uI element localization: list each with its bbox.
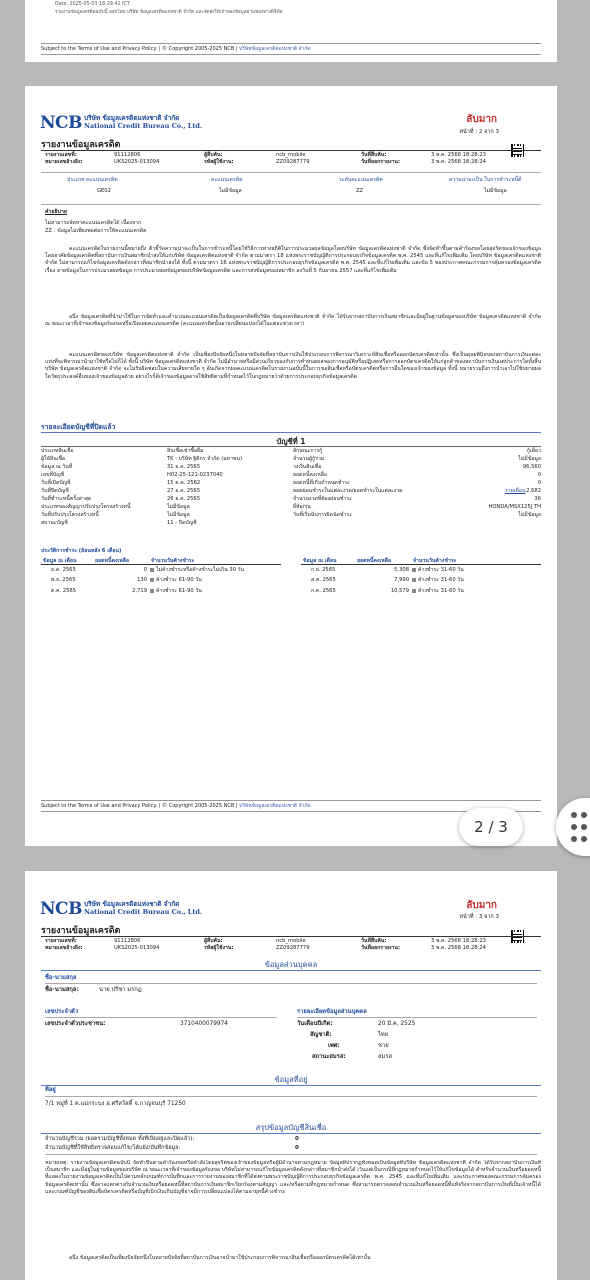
status-square-icon xyxy=(412,568,416,572)
field-value: HONDA/MSX125J TH xyxy=(488,504,541,510)
history-status xyxy=(150,588,202,595)
status-square-icon xyxy=(412,589,416,593)
sex: ชาย xyxy=(378,1043,389,1049)
id-number: 3710400079974 xyxy=(180,1021,228,1027)
grid-menu-button[interactable] xyxy=(556,798,590,856)
page-number: หน้าที่ : 2 จาก 3 xyxy=(459,129,499,135)
explanation-line-2: ZZ : ข้อมูลไม่เพียงพอต่อการให้คะแนนเครดิต xyxy=(45,228,147,234)
field-label: วันที่ปรับปรุงโครงสร้างหนี้ xyxy=(41,512,99,518)
history-header: ยอดหนี้คงเหลือ xyxy=(95,558,129,564)
history-header: จำนวนวันค้างชำระ xyxy=(413,558,457,564)
disputed-accounts-label: จำนวนบัญชีที่ใช้สิทธิตรวจสอบแก้ไข/โต้แย้ง/บันทึกข้อมูล: xyxy=(45,1145,181,1151)
score-level-header: ระดับคะแนนเครดิต xyxy=(339,177,383,183)
requester-label: ผู้สืบค้น: xyxy=(204,152,223,158)
field-label: วันที่เปิดบัญชี xyxy=(41,480,71,486)
divider xyxy=(41,936,541,937)
history-header: ยอดหนี้คงเหลือ xyxy=(357,558,391,564)
report-no-label: รายงานเลขที่: xyxy=(45,152,77,158)
field-label: จำนวนผู้กู้ร่วม xyxy=(293,456,325,462)
credit-score-table xyxy=(41,177,541,197)
marital-label: สถานะสมรส: xyxy=(312,1054,346,1060)
report-no: 91112806 xyxy=(114,938,141,944)
history-status xyxy=(412,577,464,584)
full-name: นาย ปรีชา มรกฎ xyxy=(99,987,142,993)
history-balance: 130 xyxy=(137,577,147,583)
report-title: รายงานข้อมูลเครดิต xyxy=(41,926,121,936)
footer-text: Subject to the Terms of Use and Privacy Policy. | © Copyright 2005-2025 NCB | xyxy=(41,803,238,809)
field-value: สินเชื่อเช่าซื้อยืม xyxy=(167,448,204,454)
field-label: ประเภทสินเชื่อ xyxy=(41,448,74,454)
account-number: บัญชีที่ 1 xyxy=(276,437,306,446)
report-note: หมายเหตุ: รายงานข้อมูลเครดิตฉบับนี้ จัดทำขึ้นตามคำร้องขอหรือคำสั่งโดยสุจริตของเจ้าของข้อมูลหรือผู้มีอำนาจตามกฎหมาย ข้อมูลที่ปรากฏทั้งหมดเป็นข้อมูลที่บริษัท ข้อมูลเครดิตแห่งชาติ จำกัด ได้รับจากสถาบันการเงินที่เป็นสมาชิก และมีอยู่ในฐานข้อมูลของบริษัท ณ ขณะเวลาที่เจ้าของข้อมูลร้องขอ บริษัทไม่สามารถแก้ไขข้อมูลเครดิตดังกล่าวที่สมาชิกนำส่งได้ เว้นแต่เป็นกรณีที่กฎหมายกำหนดไว้ให้แก้ไขข้อมูลได้ สำหรับจำนวนเงินหรือยอดหนี้ที่แสดงในรายงานข้อมูลเครดิตเป็นไปตามหลักเกณฑ์การบันทึกและการรายงานของสมาชิกที่ได้ส่งตามพระราชบัญญัติการประกอบธุรกิจข้อมูลเครดิต พ.ศ. 2545 และที่แก้ไขเพิ่มเติม และประกาศของคณะกรรมการคุ้มครองข้อมูลเครดิตเท่านั้น ซึ่งอาจแตกต่างกับจำนวนเงินหรือยอดหนี้ที่สถาบันการเงินสมาชิกเรียกร้องตามสัญญา และ/หรือตามที่กฎหมายกำหนด ซึ่งสามารถตรวจสอบจำนวนเงินหรือยอดหนี้ที่แท้จริงจากสถาบันการเงินที่เป็นเจ้าหนี้ได้ และเกณฑ์บัญชีของสินเชื่อบัตรเครดิตหรือบัญชีเบิกเงินเกินบัญชีอาจมีการเปลี่ยนแปลงได้ตามอายุหนี้ค้างชำระ xyxy=(45,1160,541,1195)
ref-no: UKS2025-013094 xyxy=(114,159,160,165)
account-fields-right xyxy=(293,448,541,528)
field-value: ไม่มีข้อมูล xyxy=(167,504,190,510)
field-label: จำนวนงวดที่ต้องผ่อนชำระ xyxy=(293,496,352,502)
address-title: ข้อมูลที่อยู่ xyxy=(274,1075,308,1084)
id-section-label: เลขประจำตัว xyxy=(45,1009,79,1015)
closed-accounts-title: รายละเอียดบัญชีที่ปิดแล้ว xyxy=(41,423,116,431)
score-disclaimer-1: คะแนนเครดิตในรายงานนี้หมายถึง ตัวชี้วัดความน่าจะเป็นในการชำระหนี้โดยใช้วิธีการทางสถิติในการประมวลผลข้อมูลโดยบริษัท ข้อมูลเครดิตแห่งชาติ จำกัด ซึ่งจัดทำขึ้นตามคำร้องขอโดยสุจริตของเจ้าของข้อมูล โดยอาศัยข้อมูลเครดิตที่สถาบันการเงินสมาชิกนำส่งให้แก่บริษัท ข้อมูลเครดิตแห่งชาติ จำกัด ตามมาตรา 18 แห่งพระราชบัญญัติการประกอบธุรกิจข้อมูลเครดิต พ.ศ. 2545 และที่แก้ไขเพิ่มเติม โดยบริษัท ข้อมูลเครดิตแห่งชาติ จำกัด ไม่สามารถแก้ไขข้อมูลเครดิตดังกล่าวที่สมาชิกนำส่งได้ ทั้งนี้ ตามมาตรา 16 แห่งพระราชบัญญัติการประกอบธุรกิจข้อมูลเครดิต พ.ศ. 2545 และที่แก้ไขเพิ่มเติม และข้อ 5 ของประกาศคณะกรรมการคุ้มครองข้อมูลเครดิต เรื่อง ลายข้อมูลในการประมวลผลข้อมูล การประมวลผลข้อมูลของบริษัทข้อมูลเครดิต และการส่งข้อมูลของสมาชิก ลงวันที่ 5 กันยายน 2557 และที่แก้ไขเพิ่มเติม xyxy=(45,246,541,274)
history-status-text: ไม่ค้างชำระหรือค้างชำระไม่เกิน 30 วัน xyxy=(156,567,245,573)
print-note: รายงานข้อมูลเครดิตฉบับนี้ ออกโดย บริษัท ข้อมูลเครดิตแห่งชาติ จำกัด และจัดส่งให้เจ้าของข้อมูลผ่านช่องทางดิจิทัล xyxy=(55,10,283,15)
score-type-header: ประเภท คะแนนเครดิต xyxy=(67,177,118,183)
print-timestamp: Date: 2025-05-03 18:29:41 ICT xyxy=(55,2,130,7)
total-accounts: 0 xyxy=(295,1136,299,1142)
requester: ncb_mobile xyxy=(276,938,306,944)
history-status-text: ค้างชำระ 31-60 วัน xyxy=(418,588,464,594)
page-3 xyxy=(25,871,557,1280)
page-indicator: 2 / 3 xyxy=(459,808,523,846)
divider xyxy=(41,1085,541,1086)
history-month: ธ.ค. 2565 xyxy=(51,567,76,573)
inquiry-date: 3 พ.ค. 2568 18:28:23 xyxy=(431,152,486,158)
report-note-2: อนึ่ง ข้อมูลเครดิตเป็นเพียงปัจจัยหนึ่งในหลายปัจจัยที่สถาบันการเงินอาจนำมาใช้ประกอบการพิจารณาสินเชื่อหรือออกบัตรเครดิตได้เท่านั้น xyxy=(69,1255,371,1261)
history-status xyxy=(150,567,244,574)
field-value: ไม่มีข้อมูล xyxy=(167,512,190,518)
history-status xyxy=(412,588,464,595)
nationality: ไทย xyxy=(378,1032,389,1038)
field-value: TK - บริษัท ฐิติกร จำกัด (มหาชน) xyxy=(167,456,243,462)
requester: ncb_mobile xyxy=(276,152,306,158)
inquiry-date: 3 พ.ค. 2568 18:28:23 xyxy=(431,938,486,944)
history-status xyxy=(412,567,464,574)
score-disclaimer-3: คะแนนเครดิตของบริษัท ข้อมูลเครดิตแห่งชาติ จำกัด เป็นเพียงปัจจัยหนึ่งในหลายปัจจัยที่สถาบันการเงินใช้ประกอบการพิจารณาวิเคราะห์สินเชื่อหรือออกบัตรเครดิตเท่านั้น ซึ่งเป็นดุลยพินิจของสถาบันการเงินแต่ละแห่งที่จะพิจารณานำมาใช้หรือไม่ก็ได้ ทั้งนี้ บริษัท ข้อมูลเครดิตแห่งชาติ จำกัด ไม่มีอำนาจหรือมีส่วนเกี่ยวของกับการทำหนดผลของการอนุมัติหรือปฏิเสธหรือการออกบัตรเครดิตให้แก่ลูกค้าของสถาบันการเงินแต่ประการใดทั้งสิ้น บริษัท ข้อมูลเครดิตแห่งชาติ จำกัด จะไม่รับผิดชอบในความเสียหายใด ๆ อันเกิดจากผลคะแนนเครดิตในรายงานฉบับนี้ในการขอสินเชื่อหรือบัตรเครดิตหรือการอื่นใดของเจ้าของข้อมูล ทั้งนี้ หมายรวมถึงการนำเอาไปใช้ขยายผลใดวัตถุประสงค์อื่นของเจ้าของข้อมูลด้วย อย่างไรก็ดีเจ้าของข้อมูลอาจใช้สิทธิตามที่กำหนดไว้ในกฎหมายว่าด้วยการประกอบธุรกิจข้อมูลเครดิต xyxy=(45,352,541,380)
page-2 xyxy=(25,86,557,846)
field-value: 11 - ปิดบัญชี xyxy=(167,520,197,526)
report-no: 91112806 xyxy=(114,152,141,158)
marital-status: สมรส xyxy=(378,1054,393,1060)
history-balance: 7,990 xyxy=(394,577,409,583)
score-value: ไม่มีข้อมูล xyxy=(219,188,242,194)
history-status xyxy=(150,577,202,584)
ncb-logo xyxy=(40,898,240,920)
probability-value: ไม่มีข้อมูล xyxy=(484,188,507,194)
user-id: ZZ09287779 xyxy=(276,945,310,951)
field-value: กู้เดี่ยว xyxy=(526,448,541,454)
score-type-value: GE02 xyxy=(97,188,111,194)
field-value: 0 xyxy=(537,480,541,486)
history-status-text: ค้างชำระ 61-90 วัน xyxy=(156,588,202,594)
address-section-label: ที่อยู่ xyxy=(45,1087,56,1093)
divider xyxy=(41,446,541,447)
divider xyxy=(41,172,541,173)
field-value: ไม่มีข้อมูล xyxy=(518,456,541,462)
history-header: ข้อมูล ณ เดือน xyxy=(303,558,337,564)
divider xyxy=(45,1017,277,1018)
inquiry-date-label: วันที่สืบค้น: xyxy=(361,152,387,158)
inquiry-date-label: วันที่สืบค้น: xyxy=(361,938,387,944)
payment-history-right xyxy=(301,558,541,598)
report-date-label: วันที่ออกรายงาน: xyxy=(361,945,401,951)
field-value: 0 xyxy=(537,472,541,478)
page-1-tail xyxy=(25,0,557,62)
requester-label: ผู้สืบค้น: xyxy=(204,938,223,944)
company-name-th: บริษัท ข้อมูลเครดิตแห่งชาติ จำกัด xyxy=(84,114,180,122)
divider xyxy=(45,1154,537,1155)
report-meta xyxy=(41,152,541,170)
name-section-label: ชื่อ-นามสกุล xyxy=(45,975,77,981)
ncb-wordmark: NCB xyxy=(40,899,82,919)
name-label: ชื่อ-นามสกุล: xyxy=(45,987,79,993)
personal-info-title: ข้อมูลส่วนบุคคล xyxy=(264,960,318,969)
history-month: ส.ค. 2565 xyxy=(311,577,336,583)
report-no-label: รายงานเลขที่: xyxy=(45,938,77,944)
history-header: ข้อมูล ณ เดือน xyxy=(43,558,77,564)
field-label: สถานะบัญชี xyxy=(41,520,68,526)
company-name-th: บริษัท ข้อมูลเครดิตแห่งชาติ จำกัด xyxy=(84,900,180,908)
field-label: วันที่เริ่มนับการผิดนัดชำระ xyxy=(293,512,352,518)
history-status-text: ค้างชำระ 31-60 วัน xyxy=(418,567,464,573)
history-month: พ.ย. 2565 xyxy=(51,577,76,583)
field-label: วันที่ชำระหนี้ครั้งล่าสุด xyxy=(41,496,92,502)
divider xyxy=(41,1133,541,1134)
sex-label: เพศ: xyxy=(328,1043,340,1049)
company-name-en: National Credit Bureau Co., Ltd. xyxy=(84,908,203,916)
field-value: 2,682 xyxy=(526,488,541,494)
history-balance: 2,719 xyxy=(132,588,147,594)
divider xyxy=(41,204,541,205)
divider xyxy=(41,150,541,151)
payment-history-title: ประวัติการชำระ (ย้อนหลัง 6 เดือน) xyxy=(41,548,122,554)
confidential-label: ลับมาก xyxy=(466,114,497,125)
address: 7/1 หมู่ที่ 1 ต.แม่กระบุง อ.ศรีสวัสดิ์ จ.กาญจนบุรี 71250 xyxy=(45,1101,186,1107)
field-value: 27 ธ.ค. 2565 xyxy=(167,488,201,494)
explanation-title: คำอธิบาย xyxy=(45,209,67,215)
field-value: 26 ธ.ค. 2565 xyxy=(167,496,201,502)
user-id-label: รหัสผู้ใช้งาน: xyxy=(204,945,234,951)
ref-no: UKS2025-013094 xyxy=(114,945,160,951)
id-label: เลขประจำตัวประชาชน: xyxy=(45,1021,106,1027)
field-label: ยอดหนี้ที่เกินกำหนดชำระ xyxy=(293,480,350,486)
page-footer xyxy=(41,800,541,812)
ncb-logo xyxy=(40,112,240,134)
divider xyxy=(41,432,541,433)
score-header: คะแนนเครดิต xyxy=(211,177,243,183)
dob: 20 มี.ค. 2525 xyxy=(378,1021,416,1027)
ref-no-label: หมายเลขอ้างอิง: xyxy=(45,159,83,165)
field-label: ผู้ให้สินเชื่อ xyxy=(41,456,66,462)
status-square-icon xyxy=(412,578,416,582)
status-square-icon xyxy=(150,568,154,572)
account-fields-left xyxy=(41,448,291,528)
field-value: 36 xyxy=(534,496,541,502)
detail-section-label: รายละเอียดข้อมูลส่วนบุคคล xyxy=(297,1009,367,1015)
history-status-text: ค้างชำระ 31-60 วัน xyxy=(418,577,464,583)
history-balance: 0 xyxy=(143,567,147,573)
divider xyxy=(45,983,537,984)
divider xyxy=(297,1017,537,1018)
field-value: 31 ธ.ค. 2565 xyxy=(167,464,201,470)
explanation-line-1: ไม่สามารถจัดหาคะแนนเครดิตได้ เนื่องจาก xyxy=(45,220,142,226)
score-level-value: ZZ xyxy=(356,188,364,194)
total-accounts-label: จำนวนบัญชีรวม (ยอดรวมบัญชีทั้งหมด ทั้งที่เปิดอยู่และปิดแล้ว): xyxy=(45,1136,195,1142)
user-id: ZZ09287779 xyxy=(276,159,310,165)
report-title: รายงานข้อมูลเครดิต xyxy=(41,140,121,150)
report-date: 3 พ.ค. 2568 18:28:24 xyxy=(431,159,486,165)
footer-ncb-link[interactable]: บริษัทข้อมูลเครดิตแห่งชาติ จำกัด xyxy=(239,46,311,52)
field-value: ไม่มีข้อมูล xyxy=(518,512,541,518)
history-month: ก.ค. 2565 xyxy=(311,588,336,594)
field-label: ข้อมูล ณ วันที่ xyxy=(41,464,73,470)
page-footer xyxy=(41,43,541,55)
history-balance: 5,308 xyxy=(394,567,409,573)
status-square-icon xyxy=(150,589,154,593)
field-label: ยี่ห้อ/รุ่น xyxy=(293,504,311,510)
field-label: วันที่ปิดบัญชี xyxy=(41,488,69,494)
score-disclaimer-2: อนึ่ง ข้อมูลเครดิตที่นำมาใช้ในการจัดทำและคำนวณคะแนนเครดิตเป็นข้อมูลเครดิตที่บริษัท ข้อมูลเครดิตแห่งชาติ จำกัด ได้รับจากสถาบันการเงินสมาชิกและมีอยู่ในฐานข้อมูลของบริษัท ข้อมูลเครดิตแห่งชาติ จำกัด ณ ขณะเวลาที่เจ้าของข้อมูลร้องขอหรือเปิดเผยคะแนนเครดิต (คะแนนเครดิตนั้นอาจเปลี่ยนแปลงได้ในแต่ละช่วงเวลา) xyxy=(45,314,541,328)
ref-no-label: หมายเลขอ้างอิง: xyxy=(45,945,83,951)
history-month: ก.ย. 2565 xyxy=(311,567,336,573)
disputed-accounts: 0 xyxy=(295,1145,299,1151)
field-value: 15 ต.ค. 2562 xyxy=(167,480,201,486)
footer-text: Subject to the Terms of Use and Privacy Policy. | © Copyright 2005-2025 NCB | xyxy=(41,46,238,52)
dob-label: วันเดือนปีเกิด: xyxy=(297,1021,333,1027)
report-date: 3 พ.ค. 2568 18:28:24 xyxy=(431,945,486,951)
history-month: ต.ค. 2565 xyxy=(51,588,76,594)
probability-header: ความน่าจะเป็น ในการชำระหนี้ดี xyxy=(449,177,522,183)
status-square-icon xyxy=(150,578,154,582)
field-label: ประเภทของสัญญาปรับปรุงโครงสร้างหนี้ xyxy=(41,504,131,510)
field-label: วงเงินสินเชื่อ xyxy=(293,464,322,470)
payment-history-left xyxy=(41,558,281,598)
field-value: H02-25-121-0237040 xyxy=(167,472,223,478)
footer-ncb-link[interactable]: บริษัทข้อมูลเครดิตแห่งชาติ จำกัด xyxy=(239,803,311,809)
field-label: ยอดผ่อนชำระในแต่ละงวด/ยอดชำระในแต่ละงวด xyxy=(293,488,403,494)
report-meta xyxy=(41,938,541,956)
history-header: จำนวนวันค้างชำระ xyxy=(151,558,195,564)
confidential-label: ลับมาก xyxy=(466,900,497,911)
installment-link[interactable]: รายเดือน xyxy=(505,488,526,494)
field-label: ลักษณะการกู้ xyxy=(293,448,323,454)
page-number: หน้าที่ : 3 จาก 3 xyxy=(459,914,499,920)
nationality-label: สัญชาติ: xyxy=(310,1032,332,1038)
ncb-wordmark: NCB xyxy=(40,113,82,133)
history-balance: 10,579 xyxy=(390,588,409,594)
report-date-label: วันที่ออกรายงาน: xyxy=(361,159,401,165)
divider xyxy=(41,970,541,971)
user-id-label: รหัสผู้ใช้งาน: xyxy=(204,159,234,165)
summary-title: สรุปข้อมูลบัญชีสินเชื่อ xyxy=(255,1123,327,1132)
field-value: 96,560 xyxy=(522,464,541,470)
divider xyxy=(45,1096,537,1097)
history-status-text: ค้างชำระ 61-90 วัน xyxy=(156,577,202,583)
field-label: ยอดหนี้คงเหลือ xyxy=(293,472,327,478)
field-label: เลขที่บัญชี xyxy=(41,472,65,478)
company-name-en: National Credit Bureau Co., Ltd. xyxy=(84,122,203,130)
